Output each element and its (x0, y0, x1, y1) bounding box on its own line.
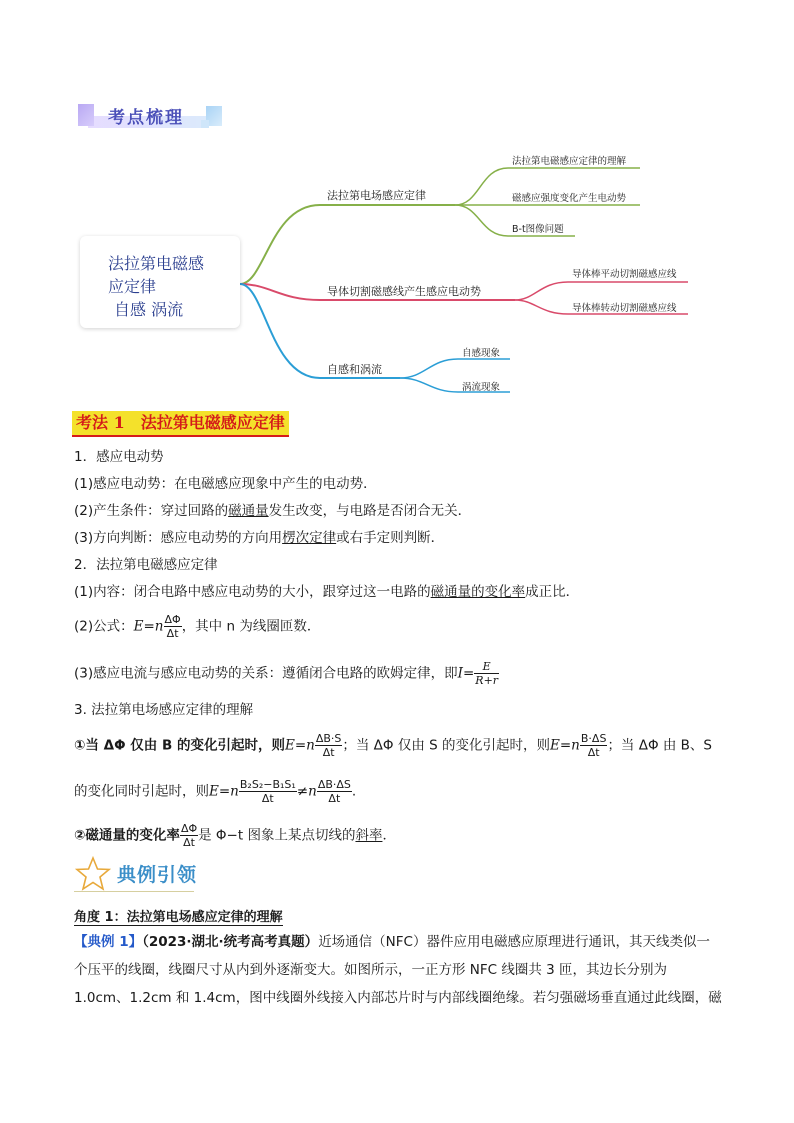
formula-flux-rate: $\frac{\Delta\Phi}{\Delta t}$ (180, 822, 198, 849)
divider (74, 891, 194, 892)
formula-current: $\frac{E}{R+r}$ (475, 660, 499, 687)
branch-label-3: 自感和涡流 (327, 363, 382, 376)
para-6: (3)感应电流与感应电动势的关系：遵循闭合电路的欧姆定律，即I= $\frac{E}{R+r}$ (74, 660, 499, 687)
formula-b-change: $\frac{\Delta B\cdot S}{\Delta t}$ (315, 732, 342, 759)
para-8-a: 的变化同时引起时，则 (74, 783, 209, 800)
para-8: 的变化同时引起时，则E=n $\frac{\text{B₂S₂−B₁S₁}}{\Delta t}$ ≠n $\frac{\Delta B\cdot\Delta S}{\Delta t}$ . (74, 778, 357, 805)
leaf-2-2: 导体棒转动切割磁感应线 (572, 303, 677, 314)
para-2-a: (2)产生条件：穿过回路的 (74, 503, 229, 519)
para-5-b: ，其中 n 为线圈匝数． (181, 618, 321, 635)
leaf-3-2: 涡流现象 (462, 382, 501, 393)
para-7: ①当 ΔΦ 仅由 B 的变化引起时，则E=n $\frac{\Delta B\cdot S}{\Delta t}$ ；当 ΔΦ 仅由 S 的变化引起时，则E=n $\frac{B\cdot\Delta S}{\Delta t}$ ；当 ΔΦ 由 B、S (74, 732, 713, 759)
example-line-2: 个压平的线圈，线圈尺寸从内到外逐渐变大。如图所示，一正方形 NFC 线圈共 3 匝，其边长分别为 (74, 962, 668, 978)
badge-title: 考点梳理 (108, 108, 184, 128)
section-heading: 考法 1 法拉第电磁感应定律 (72, 411, 289, 437)
para-5-a: (2)公式： (74, 618, 134, 635)
mindmap-root (80, 236, 240, 328)
root-line-2: 应定律 (108, 277, 157, 296)
para-6-a: (3)感应电流与感应电动势的关系：遵循闭合电路的欧姆定律，即 (74, 665, 458, 682)
example-tag: 【典例 1】 (74, 934, 143, 950)
para-3-c: 或右手定则判断． (336, 530, 445, 546)
para-4-a: (1)内容：闭合电路中感应电动势的大小，跟穿过这一电路的 (74, 584, 431, 600)
star-icon (75, 856, 111, 892)
para-9-a: ②磁通量的变化率 (74, 827, 180, 844)
heading-1: 1．感应电动势 (74, 449, 164, 465)
leaf-1-1: 法拉第电磁感应定律的理解 (512, 156, 627, 167)
para-7-b: ；当 ΔΦ 仅由 S 的变化引起时，则 (342, 737, 550, 754)
para-7-a: ①当 ΔΦ 仅由 B 的变化引起时，则 (74, 737, 285, 754)
para-9-term: 斜率 (355, 827, 383, 844)
para-9-b: 是 Φ−t 图象上某点切线的 (198, 827, 356, 844)
para-4 (74, 582, 579, 602)
formula-both-change: $\frac{\text{B₂S₂−B₁S₁}}{\Delta t}$ (239, 778, 296, 805)
para-2 (74, 501, 471, 521)
formula-emf: $\frac{\Delta\Phi}{\Delta t}$ (164, 613, 181, 640)
branch-label-1: 法拉第电场感应定律 (327, 189, 426, 202)
para-4-term: 磁通量的变化率 (430, 584, 526, 600)
para-9-d: ． (382, 827, 396, 844)
para-3-a: (3)方向判断：感应电动势的方向用 (74, 530, 283, 546)
para-7-c: ；当 ΔΦ 由 B、S (607, 737, 713, 754)
para-2-term: 磁通量 (228, 503, 269, 519)
root-line-3: 自感 涡流 (114, 300, 184, 319)
leaf-2-1: 导体棒平动切割磁感应线 (572, 269, 677, 280)
example-text-1: 近场通信（NFC）器件应用电磁感应原理进行通讯，其天线类似一 (318, 934, 710, 950)
leaf-3-1: 自感现象 (462, 348, 501, 359)
heading-3: 3. 法拉第电场感应定律的理解 (74, 702, 254, 718)
example-line-3: 1.0cm、1.2cm 和 1.4cm，图中线圈外线接入内部芯片时与内部线圈绝缘。若匀强磁场垂直通过此线圈，磁 (74, 990, 722, 1006)
para-1: (1)感应电动势：在电磁感应现象中产生的电动势． (74, 476, 377, 492)
leaf-1-3: B-t图像问题 (512, 224, 564, 235)
formula-both-wrong: $\frac{\Delta B\cdot\Delta S}{\Delta t}$ (317, 778, 351, 805)
angle-heading: 角度 1：法拉第电场感应定律的理解 (74, 906, 283, 926)
para-3-term: 楞次定律 (282, 530, 337, 546)
example-title: 典例引领 (117, 864, 198, 886)
para-9 (74, 822, 396, 849)
para-3 (74, 528, 444, 548)
leaf-1-2: 磁感应强度变化产生电动势 (512, 193, 627, 204)
heading-2: 2．法拉第电磁感应定律 (74, 557, 218, 573)
example-source: （2023·湖北·统考高考真题） (142, 934, 319, 950)
root-line-1: 法拉第电磁感 (108, 254, 205, 273)
branch-line-1 (240, 205, 455, 284)
para-5: (2)公式：E=n $\frac{\Delta\Phi}{\Delta t}$ ，其中 n 为线圈匝数． (74, 613, 321, 640)
example-line-1 (74, 932, 710, 952)
para-2-c: 发生改变，与电路是否闭合无关． (268, 503, 472, 519)
para-4-c: 成正比． (525, 584, 580, 600)
formula-s-change: $\frac{B\cdot\Delta S}{\Delta t}$ (580, 732, 607, 759)
branch-label-2: 导体切割磁感线产生感应电动势 (327, 285, 481, 298)
